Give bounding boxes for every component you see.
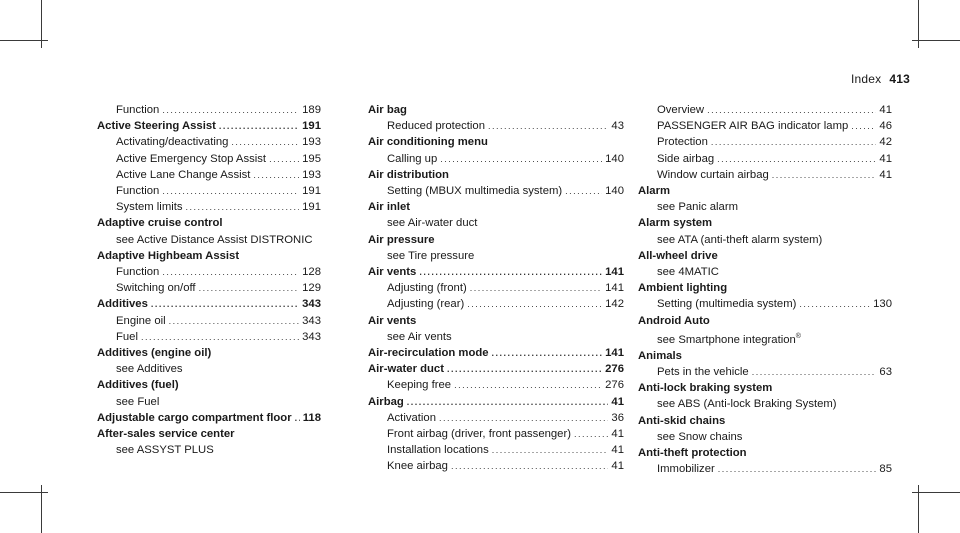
page-reference: 41 — [879, 152, 892, 165]
dot-leader — [799, 296, 870, 312]
index-subentry — [638, 329, 892, 348]
dot-leader — [253, 167, 299, 183]
dot-leader — [199, 280, 300, 296]
entry-text: Overview — [657, 104, 705, 116]
page-reference: 276 — [605, 379, 624, 392]
index-column-1 — [97, 102, 321, 458]
index-subentry — [97, 280, 321, 296]
index-subentry — [368, 329, 624, 345]
index-subentry — [368, 280, 624, 296]
index-heading — [97, 215, 321, 231]
entry-text: Protection — [657, 136, 708, 149]
index-subentry — [638, 264, 892, 280]
page-reference: 141 — [605, 266, 624, 279]
page-reference: 141 — [605, 347, 624, 360]
page-reference: 193 — [302, 136, 321, 149]
entry-text: Side airbag — [657, 152, 715, 165]
entry-text: Android Auto — [638, 314, 710, 327]
index-subentry — [638, 364, 892, 380]
entry-text: Function — [116, 266, 160, 279]
index-heading — [368, 345, 624, 361]
dot-leader — [488, 118, 608, 134]
page-reference: 130 — [873, 298, 892, 311]
entry-text: Active Lane Change Assist — [116, 168, 251, 181]
entry-text: Air vents — [368, 266, 417, 279]
index-subentry — [97, 264, 321, 280]
index-heading — [368, 264, 624, 280]
index-subentry — [638, 199, 892, 215]
index-subentry — [97, 361, 321, 377]
entry-text: see ATA (anti-theft alarm system) — [657, 233, 823, 246]
entry-text: Air bag — [368, 104, 407, 116]
entry-text: Anti-skid chains — [638, 414, 726, 427]
index-subentry — [368, 118, 624, 134]
entry-text: see Air-water duct — [387, 217, 478, 230]
entry-text: Airbag — [368, 395, 404, 408]
index-heading — [97, 377, 321, 393]
entry-text: Immobilizer — [657, 463, 715, 476]
dot-leader — [439, 410, 608, 426]
index-subentry — [638, 102, 892, 118]
entry-text: Function — [116, 185, 160, 198]
index-subentry — [97, 442, 321, 458]
index-heading — [638, 445, 892, 461]
dot-leader — [419, 264, 602, 280]
entry-text: Additives (engine oil) — [97, 347, 212, 360]
index-subentry — [97, 199, 321, 215]
dot-leader — [470, 280, 602, 296]
index-heading — [97, 248, 321, 264]
index-subentry — [97, 313, 321, 329]
dot-leader — [440, 151, 602, 167]
index-subentry — [368, 426, 624, 442]
page-reference: 195 — [302, 152, 321, 165]
page-reference: 41 — [611, 444, 624, 457]
page-reference: 343 — [302, 298, 321, 311]
entry-text: Keeping free — [387, 379, 452, 392]
entry-text: Air pressure — [368, 233, 435, 246]
index-subentry — [97, 134, 321, 150]
entry-text: Air distribution — [368, 168, 449, 181]
dot-leader — [492, 345, 603, 361]
dot-leader — [707, 102, 876, 118]
index-subentry — [368, 183, 624, 199]
index-heading — [97, 345, 321, 361]
index-heading — [638, 248, 892, 264]
entry-text: Switching on/off — [116, 282, 196, 295]
dot-leader — [772, 167, 877, 183]
page-reference: 189 — [302, 104, 321, 116]
page-reference: 343 — [302, 330, 321, 343]
entry-text: see Active Distance Assist DISTRONIC — [116, 233, 313, 246]
crop-mark — [912, 40, 960, 41]
entry-text: Fuel — [116, 330, 138, 343]
entry-text: see Snow chains — [657, 430, 743, 443]
page-reference: 36 — [611, 411, 624, 424]
entry-text: Air vents — [368, 314, 417, 327]
dot-leader — [717, 151, 876, 167]
index-subentry — [368, 442, 624, 458]
entry-text: Active Emergency Stop Assist — [116, 152, 267, 165]
header-title: Index — [851, 72, 882, 86]
entry-text: Air conditioning menu — [368, 136, 488, 149]
entry-text: Front airbag (driver, front passenger) — [387, 428, 571, 441]
dot-leader — [851, 118, 876, 134]
index-heading — [368, 134, 624, 150]
index-heading — [638, 215, 892, 231]
dot-leader — [295, 410, 300, 426]
index-subentry — [638, 232, 892, 248]
dot-leader — [269, 151, 299, 167]
index-subentry — [638, 134, 892, 150]
page-reference: 85 — [879, 463, 892, 476]
dot-leader — [451, 458, 608, 474]
index-heading — [368, 313, 624, 329]
index-subentry — [638, 118, 892, 134]
entry-text: see Fuel — [116, 395, 160, 408]
entry-text: Function — [116, 104, 160, 116]
index-heading — [638, 413, 892, 429]
entry-text: Additives (fuel) — [97, 379, 179, 392]
crop-mark — [0, 492, 48, 493]
index-heading — [368, 394, 624, 410]
entry-text: see ABS (Anti-lock Braking System) — [657, 398, 837, 411]
dot-leader — [231, 134, 299, 150]
dot-leader — [492, 442, 609, 458]
page-reference: 41 — [611, 460, 624, 473]
index-subentry — [97, 102, 321, 118]
dot-leader — [407, 394, 609, 410]
index-subentry — [368, 151, 624, 167]
dot-leader — [752, 364, 877, 380]
entry-text: Adjustable cargo compartment floor — [97, 411, 292, 424]
entry-text: Air-recirculation mode — [368, 347, 489, 360]
entry-text: Installation locations — [387, 444, 489, 457]
index-subentry — [97, 329, 321, 345]
page-reference: 191 — [302, 201, 321, 214]
entry-text: Engine oil — [116, 314, 166, 327]
entry-text: Setting (multimedia system) — [657, 298, 797, 311]
entry-text: Adjusting (front) — [387, 282, 467, 295]
index-subentry — [368, 410, 624, 426]
index-subentry — [638, 396, 892, 412]
entry-text: Reduced protection — [387, 120, 485, 133]
page-reference: 41 — [611, 428, 624, 441]
entry-text: Setting (MBUX multimedia system) — [387, 185, 563, 198]
page-number: 413 — [889, 72, 910, 86]
index-heading — [97, 426, 321, 442]
index-subentry — [638, 167, 892, 183]
page-reference: 118 — [302, 411, 321, 424]
index-subentry — [368, 215, 624, 231]
entry-text: Adaptive Highbeam Assist — [97, 249, 240, 262]
entry-text: Animals — [638, 349, 682, 362]
index-heading — [638, 313, 892, 329]
entry-text: Anti-theft protection — [638, 447, 747, 460]
index-subentry — [368, 296, 624, 312]
index-subentry — [97, 167, 321, 183]
page-reference: 140 — [605, 185, 624, 198]
page-reference: 41 — [879, 104, 892, 116]
index-subentry — [97, 151, 321, 167]
page-reference: 46 — [879, 120, 892, 133]
dot-leader — [718, 461, 877, 477]
dot-leader — [162, 183, 299, 199]
index-subentry — [97, 394, 321, 410]
page-reference: 141 — [605, 282, 624, 295]
crop-mark — [912, 492, 960, 493]
index-heading — [97, 118, 321, 134]
dot-leader — [151, 296, 299, 312]
entry-text: All-wheel drive — [638, 249, 718, 262]
dot-leader — [447, 361, 602, 377]
entry-text: Additives — [97, 298, 148, 311]
entry-text: PASSENGER AIR BAG indicator lamp — [657, 120, 849, 133]
index-heading — [368, 102, 624, 118]
dot-leader — [169, 313, 300, 329]
page-reference: 41 — [611, 395, 624, 408]
dot-leader — [219, 118, 299, 134]
page-reference: 191 — [302, 185, 321, 198]
entry-text: see Panic alarm — [657, 201, 738, 214]
dot-leader — [565, 183, 602, 199]
index-heading — [638, 183, 892, 199]
index-heading — [368, 232, 624, 248]
index-heading — [638, 280, 892, 296]
entry-text: Pets in the vehicle — [657, 366, 749, 379]
dot-leader — [141, 329, 299, 345]
dot-leader — [162, 102, 299, 118]
index-column-2 — [368, 102, 624, 475]
entry-text: System limits — [116, 201, 183, 214]
entry-text: Anti-lock braking system — [638, 382, 773, 395]
index-subentry — [638, 296, 892, 312]
entry-text: Air-water duct — [368, 363, 444, 376]
page-reference: 193 — [302, 168, 321, 181]
index-heading — [368, 167, 624, 183]
page-reference: 140 — [605, 152, 624, 165]
index-subentry — [368, 458, 624, 474]
entry-text: Adjusting (rear) — [387, 298, 465, 311]
index-heading — [638, 380, 892, 396]
entry-text: see Additives — [116, 363, 183, 376]
page-reference: 276 — [605, 363, 624, 376]
index-heading — [368, 199, 624, 215]
entry-text: Alarm — [638, 185, 671, 198]
entry-text: Air inlet — [368, 201, 411, 214]
index-column-3 — [638, 102, 892, 477]
index-subentry — [368, 377, 624, 393]
dot-leader — [186, 199, 300, 215]
page-reference: 63 — [879, 366, 892, 379]
page-reference: 343 — [302, 314, 321, 327]
page-header — [851, 72, 910, 86]
entry-text: see Smartphone integration — [657, 333, 796, 346]
index-subentry — [97, 232, 321, 248]
entry-text: Activating/deactivating — [116, 136, 229, 149]
entry-text: Active Steering Assist — [97, 120, 216, 133]
entry-text: Calling up — [387, 152, 438, 165]
entry-text: Adaptive cruise control — [97, 217, 223, 230]
index-subentry — [638, 151, 892, 167]
entry-text: After-sales service center — [97, 428, 235, 441]
entry-text: see Air vents — [387, 330, 452, 343]
page-reference: 129 — [302, 282, 321, 295]
index-subentry — [638, 461, 892, 477]
page-reference: 43 — [611, 120, 624, 133]
page-reference: 191 — [302, 120, 321, 133]
entry-text: Alarm system — [638, 217, 713, 230]
entry-text: Ambient lighting — [638, 282, 728, 295]
dot-leader — [711, 134, 877, 150]
dot-leader — [454, 377, 602, 393]
index-heading — [638, 348, 892, 364]
dot-leader — [574, 426, 608, 442]
index-subentry — [97, 183, 321, 199]
index-subentry — [368, 248, 624, 264]
dot-leader — [162, 264, 299, 280]
entry-text: Knee airbag — [387, 460, 448, 473]
entry-text: Window curtain airbag — [657, 168, 769, 181]
index-subentry — [638, 429, 892, 445]
registered-mark: ® — [795, 332, 801, 340]
page-reference: 128 — [302, 266, 321, 279]
index-heading — [368, 361, 624, 377]
page-reference: 42 — [879, 136, 892, 149]
index-heading — [97, 410, 321, 426]
crop-mark — [0, 40, 48, 41]
page-reference: 142 — [605, 298, 624, 311]
index-heading — [97, 296, 321, 312]
entry-text: see Tire pressure — [387, 249, 475, 262]
entry-text: see ASSYST PLUS — [116, 444, 214, 457]
dot-leader — [467, 296, 602, 312]
page-reference: 41 — [879, 168, 892, 181]
entry-text: see 4MATIC — [657, 266, 719, 279]
entry-text: Activation — [387, 411, 436, 424]
